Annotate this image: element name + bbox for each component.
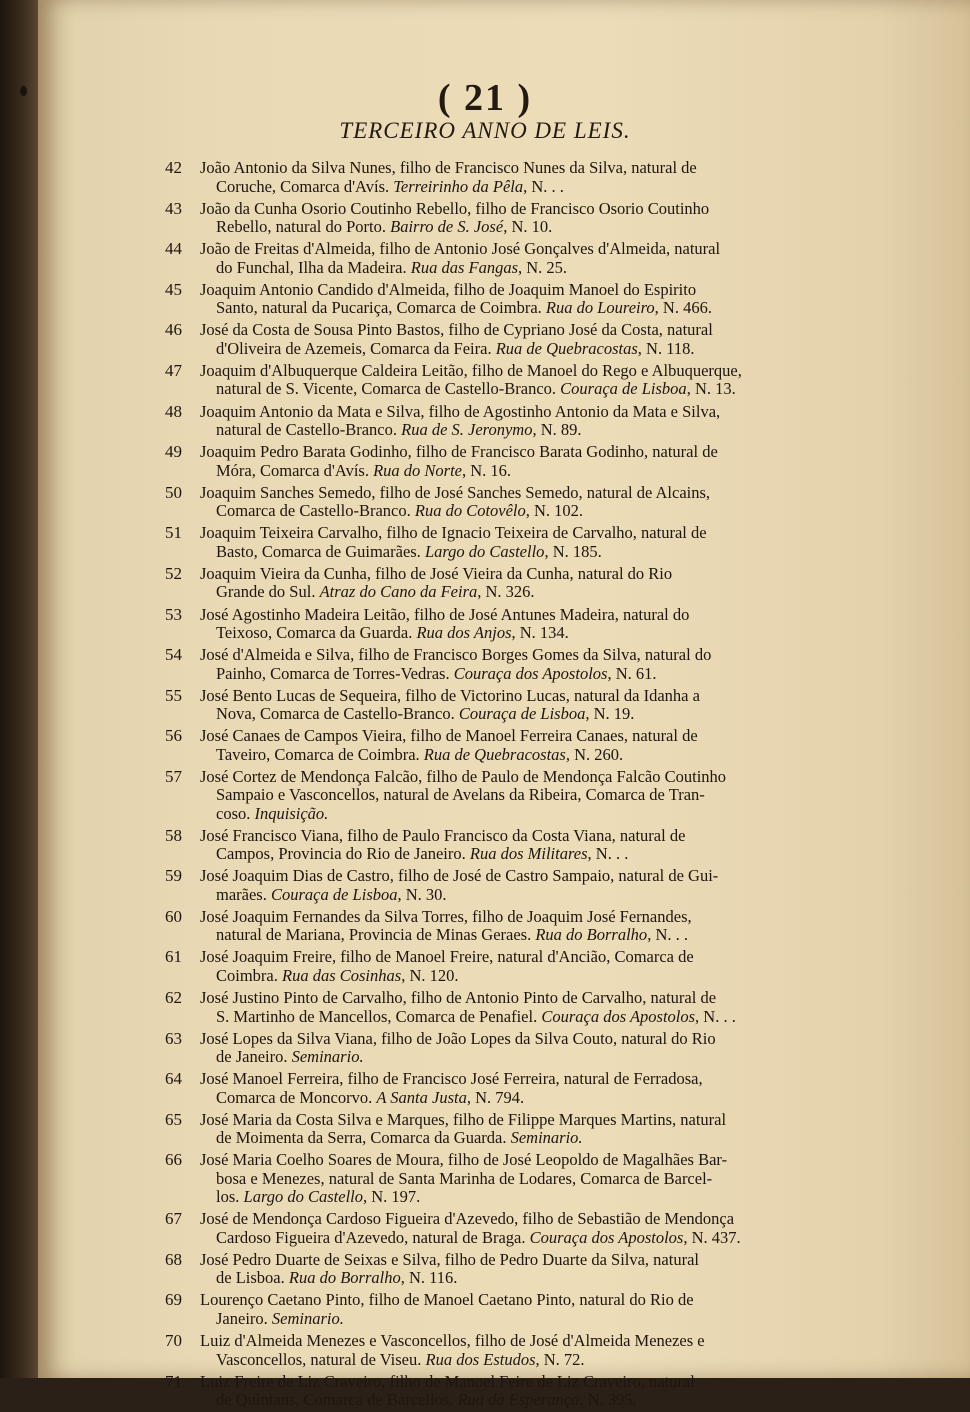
entry-text: S. Martinho de Mancellos, Comarca de Penafiel.	[216, 1006, 542, 1026]
entry-text: , N. 466.	[654, 298, 712, 318]
entry-text: José Joaquim Dias de Castro, filho de José de Castro Sampaio, natural de Gui-	[200, 866, 719, 886]
register-entry	[0, 158, 970, 199]
register-entry	[0, 907, 970, 948]
entry-text: José Maria Coelho Soares de Moura, filho de José Leopoldo de Magalhães Bar-	[200, 1150, 728, 1170]
entry-line	[216, 298, 712, 317]
entry-text: Campos, Provincia do Rio de Janeiro.	[216, 844, 470, 864]
register-entry	[0, 767, 970, 826]
entry-line	[200, 442, 718, 461]
entry-line	[216, 804, 328, 823]
address-text: A Santa Justa	[376, 1087, 467, 1107]
address-text: Rua do Loureiro	[545, 298, 655, 318]
entry-number: 51	[165, 523, 182, 543]
entry-line	[200, 826, 685, 845]
address-text: Rua dos Anjos	[416, 623, 512, 643]
register-entry	[0, 199, 970, 240]
entry-text: , N. 118.	[637, 338, 695, 358]
entry-text: marães.	[216, 884, 271, 904]
address-text: Rua das Fangas	[410, 257, 518, 277]
entry-text: natural de Castello-Branco.	[216, 420, 402, 440]
entry-text: Lourenço Caetano Pinto, filho de Manoel Caetano Pinto, natural do Rio de	[200, 1290, 694, 1310]
entry-number: 45	[165, 279, 182, 299]
entry-line	[200, 767, 726, 786]
register-entry	[0, 726, 970, 767]
entry-number: 64	[165, 1069, 182, 1089]
entry-line	[216, 1228, 741, 1247]
register-entry	[0, 1029, 970, 1070]
entry-number: 55	[165, 685, 182, 705]
entry-line	[216, 420, 582, 439]
entry-line	[216, 177, 564, 196]
address-text: Seminario.	[291, 1047, 364, 1067]
address-text: Largo do Castello	[243, 1187, 364, 1207]
entry-line	[200, 726, 698, 745]
entry-number: 43	[165, 198, 182, 218]
entry-text: José Joaquim Freire, filho de Manoel Freire, natural d'Ancião, Comarca de	[200, 947, 694, 967]
entry-number: 49	[165, 442, 182, 462]
entry-text: , N. 794.	[466, 1087, 525, 1107]
address-text: Bairro de S. José	[390, 217, 504, 237]
entry-text: , N. 260.	[565, 744, 624, 764]
entry-text: Janeiro.	[216, 1308, 272, 1328]
address-text: Seminario.	[510, 1128, 583, 1148]
entry-line	[216, 1390, 637, 1409]
entry-text: natural de S. Vicente, Comarca de Castello-Branco.	[216, 379, 561, 399]
entry-line	[200, 564, 672, 583]
entry-number: 53	[165, 604, 182, 624]
entry-text: de Janeiro.	[216, 1047, 292, 1067]
register-entry	[0, 1331, 970, 1372]
register-entry	[0, 1209, 970, 1250]
entry-text: Santo, natural da Pucariça, Comarca de Coimbra.	[216, 298, 546, 318]
entry-number: 62	[165, 988, 182, 1008]
address-text: Inquisição.	[254, 803, 329, 823]
entry-line	[200, 1029, 716, 1048]
address-text: Rua dos Estudos	[425, 1349, 536, 1369]
entry-line	[216, 844, 628, 863]
entry-number: 56	[165, 726, 182, 746]
address-text: Rua do Cotovêlo	[414, 501, 526, 521]
entry-text: Taveiro, Comarca de Coimbra.	[216, 744, 424, 764]
entry-line	[216, 217, 552, 236]
entry-text: José d'Almeida e Silva, filho de Francisco Borges Gomes da Silva, natural do	[200, 645, 712, 665]
register-entry	[0, 239, 970, 280]
address-text: Terreirinho da Pêla	[393, 176, 524, 196]
entry-text: , N. 72.	[535, 1349, 585, 1369]
entry-text: Joaquim Teixeira Carvalho, filho de Ignacio Teixeira de Carvalho, natural de	[200, 523, 707, 543]
entry-text: , N. . .	[647, 925, 688, 945]
entry-text: d'Oliveira de Azemeis, Comarca da Feira.	[216, 338, 496, 358]
entry-text: Teixoso, Comarca da Guarda.	[216, 623, 417, 643]
address-text: Couraça dos Apostolos	[529, 1227, 684, 1247]
entry-text: , N. 197.	[363, 1187, 421, 1207]
entry-text: de Moimenta da Serra, Comarca da Guarda.	[216, 1128, 511, 1148]
entry-text: , N. 395.	[579, 1390, 637, 1410]
entry-text: , N. . .	[523, 176, 564, 196]
entry-line	[200, 1209, 734, 1228]
entry-line	[200, 1331, 705, 1350]
entry-line	[200, 1069, 703, 1088]
register-entry	[0, 523, 970, 564]
register-entry	[0, 1110, 970, 1151]
entry-line	[216, 664, 657, 683]
entry-text: Coruche, Comarca d'Avís.	[216, 176, 394, 196]
entry-number: 58	[165, 825, 182, 845]
entry-text: , N. . .	[587, 844, 629, 864]
entry-number: 46	[165, 320, 182, 340]
entry-line	[200, 320, 713, 339]
register-entry	[0, 1290, 970, 1331]
entry-line	[200, 402, 720, 421]
entry-line	[216, 704, 634, 723]
entry-number: 63	[165, 1028, 182, 1048]
entry-line	[200, 686, 700, 705]
entry-text: Vasconcellos, natural de Viseu.	[216, 1349, 426, 1369]
entry-text: Joaquim d'Albuquerque Caldeira Leitão, filho de Manoel do Rego e Albuquerque,	[200, 360, 742, 380]
entry-line	[216, 1169, 712, 1188]
entry-text: João Antonio da Silva Nunes, filho de Francisco Nunes da Silva, natural de	[200, 158, 697, 177]
entry-text: José da Costa de Sousa Pinto Bastos, filho de Cypriano José da Costa, natural	[200, 320, 713, 340]
entry-line	[216, 542, 602, 561]
entry-number: 52	[165, 563, 182, 583]
entry-text: Painho, Comarca de Torres-Vedras.	[216, 663, 454, 683]
entry-text: Joaquim Antonio da Mata e Silva, filho de Agostinho Antonio da Mata e Silva,	[200, 401, 721, 421]
entry-line	[216, 258, 567, 277]
entry-line	[200, 483, 710, 502]
register-entry	[0, 1250, 970, 1291]
entry-text: , N. 10.	[503, 217, 553, 237]
address-text: Rua do Borralho	[288, 1268, 401, 1288]
entry-text: Luiz Freire de Liz Craveiro, filho de Manoel Feire de Liz Craveiro, natural	[200, 1371, 695, 1391]
entry-line	[200, 280, 696, 299]
entry-text: Comarca de Moncorvo.	[216, 1087, 377, 1107]
address-text: Rua das Cosinhas	[282, 965, 402, 985]
address-text: Rua de Quebracostas	[495, 338, 638, 358]
entry-text: José Justino Pinto de Carvalho, filho de Antonio Pinto de Carvalho, natural de	[200, 988, 717, 1008]
entry-number: 44	[165, 239, 182, 259]
address-text: Couraça de Lisboa	[270, 884, 398, 904]
entry-line	[200, 1110, 726, 1129]
entry-text: José Lopes da Silva Viana, filho de João Lopes da Silva Couto, natural do Rio	[200, 1028, 716, 1048]
entry-text: , N. 116.	[400, 1268, 458, 1288]
entry-text: José de Mendonça Cardoso Figueira d'Azevedo, filho de Sebastião de Mendonça	[200, 1209, 735, 1229]
entry-text: Basto, Comarca de Guimarães.	[216, 541, 425, 561]
entry-line	[200, 361, 742, 380]
register-entry	[0, 1150, 970, 1209]
entry-number: 54	[165, 645, 182, 665]
entry-line	[200, 645, 711, 664]
entry-line	[200, 1290, 694, 1309]
entry-line	[200, 988, 716, 1007]
entry-line	[200, 1150, 727, 1169]
address-text: Atraz do Cano da Feira	[319, 582, 478, 602]
page-number: ( 21 )	[437, 77, 533, 119]
entry-text: , N. 437.	[683, 1227, 741, 1247]
entry-text: Joaquim Pedro Barata Godinho, filho de Francisco Barata Godinho, natural de	[200, 442, 718, 462]
entry-text: José Francisco Viana, filho de Paulo Francisco da Costa Viana, natural de	[200, 825, 686, 845]
entry-text: , N. 19.	[585, 704, 635, 724]
address-text: Seminario.	[271, 1308, 344, 1328]
address-text: Couraça dos Apostolos	[541, 1006, 696, 1026]
register-entry	[0, 988, 970, 1029]
register-entry	[0, 686, 970, 727]
entry-number: 60	[165, 906, 182, 926]
entry-line	[216, 582, 535, 601]
entry-line	[216, 885, 447, 904]
entry-number: 57	[165, 766, 182, 786]
register-entry	[0, 564, 970, 605]
address-text: Largo do Castello	[424, 541, 545, 561]
entry-text: Grande do Sul.	[216, 582, 320, 602]
register-entry	[0, 866, 970, 907]
entry-text: , N. 89.	[532, 420, 582, 440]
entry-text: Rebello, natural do Porto.	[216, 217, 391, 237]
entry-text: Comarca de Castello-Branco.	[216, 501, 415, 521]
entry-number: 71	[165, 1371, 182, 1391]
entry-line	[216, 785, 705, 804]
entry-text: José Agostinho Madeira Leitão, filho de José Antunes Madeira, natural do	[200, 604, 690, 624]
entry-number: 48	[165, 401, 182, 421]
register-entry	[0, 645, 970, 686]
entry-line	[216, 925, 688, 944]
entry-text: José Manoel Ferreira, filho de Francisco José Ferreira, natural de Ferradosa,	[200, 1069, 703, 1089]
entry-number: 42	[165, 158, 182, 177]
register-entry	[0, 947, 970, 988]
page-heading: TERCEIRO ANNO DE LEIS.	[339, 118, 631, 143]
entry-line	[200, 1372, 695, 1391]
entry-number: 70	[165, 1331, 182, 1351]
entry-line	[200, 199, 709, 218]
entry-text: natural de Mariana, Provincia de Minas Geraes.	[216, 925, 536, 945]
entry-number: 69	[165, 1290, 182, 1310]
entry-line	[200, 605, 689, 624]
entry-text: Sampaio e Vasconcellos, natural de Avelans da Ribeira, Comarca de Tran-	[216, 785, 705, 805]
entry-text: , N. . .	[695, 1006, 736, 1026]
address-text: Couraça de Lisboa	[560, 379, 687, 399]
entry-line	[216, 1088, 524, 1107]
entry-text: João de Freitas d'Almeida, filho de Antonio José Gonçalves d'Almeida, natural	[200, 239, 721, 259]
entry-number: 65	[165, 1109, 182, 1129]
entry-text: José Joaquim Fernandes da Silva Torres, filho de Joaquim José Fernandes,	[200, 906, 692, 926]
entry-line	[216, 1007, 736, 1026]
address-text: Rua da Esperança	[457, 1390, 580, 1410]
entry-line	[216, 501, 583, 520]
address-text: Rua dos Militares	[469, 844, 588, 864]
entry-text: José Canaes de Campos Vieira, filho de Manoel Ferreira Canaes, natural de	[200, 726, 698, 746]
entry-text: Joaquim Sanches Semedo, filho de José Sanches Semedo, natural de Alcains,	[200, 482, 711, 502]
entry-text: Luiz d'Almeida Menezes e Vasconcellos, filho de José d'Almeida Menezes e	[200, 1331, 705, 1351]
register-entry	[0, 320, 970, 361]
entry-text: Joaquim Vieira da Cunha, filho de José Vieira da Cunha, natural do Rio	[200, 563, 673, 583]
entry-line	[200, 239, 720, 258]
entry-text: Móra, Comarca d'Avís.	[216, 460, 374, 480]
address-text: Rua de S. Jeronymo	[401, 420, 533, 440]
entry-number: 61	[165, 947, 182, 967]
register-entry	[0, 361, 970, 402]
entry-line	[216, 1350, 585, 1369]
entry-line	[216, 1268, 457, 1287]
entry-line	[216, 623, 569, 642]
entry-text: José Bento Lucas de Sequeira, filho de Victorino Lucas, natural da Idanha a	[200, 685, 700, 705]
address-text: Couraça de Lisboa	[458, 704, 586, 724]
register-entry	[0, 280, 970, 321]
entry-line	[216, 745, 623, 764]
entry-text: , N. 13.	[686, 379, 736, 399]
entry-text: , N. 326.	[477, 582, 535, 602]
entry-line	[216, 339, 694, 358]
entry-line	[200, 947, 694, 966]
entry-line	[200, 1250, 699, 1269]
register-entry	[0, 483, 970, 524]
entry-line	[200, 866, 718, 885]
entry-text: , N. 102.	[525, 501, 584, 521]
entry-text: José Pedro Duarte de Seixas e Silva, filho de Pedro Duarte da Silva, natural	[200, 1249, 699, 1269]
entry-text: de Lisboa.	[216, 1268, 289, 1288]
entry-text: Joaquim Antonio Candido d'Almeida, filho de Joaquim Manoel do Espirito	[200, 279, 697, 299]
entry-text: João da Cunha Osorio Coutinho Rebello, filho de Francisco Osorio Coutinho	[200, 198, 710, 218]
entry-text: bosa e Menezes, natural de Santa Marinha de Lodares, Comarca de Barcel-	[216, 1168, 713, 1188]
entry-text: Cardoso Figueira d'Azevedo, natural de Braga.	[216, 1227, 530, 1247]
entry-line	[200, 907, 692, 926]
entry-list	[0, 158, 970, 1412]
entry-text: José Cortez de Mendonça Falcão, filho de Paulo de Mendonça Falcão Coutinho	[200, 766, 727, 786]
address-text: Couraça dos Apostolos	[453, 663, 608, 683]
entry-text: , N. 61.	[607, 663, 657, 683]
entry-number: 66	[165, 1150, 182, 1170]
entry-text: José Maria da Costa Silva e Marques, filho de Filippe Marques Martins, natural	[200, 1109, 727, 1129]
entry-line	[216, 1128, 583, 1147]
entry-number: 67	[165, 1209, 182, 1229]
entry-text: de Quintans, Comarca de Barcellos.	[216, 1390, 458, 1410]
address-text: Rua de Quebracostas	[423, 744, 566, 764]
entry-line	[200, 158, 697, 177]
entry-text: , N. 25.	[517, 257, 568, 277]
entry-text: Coimbra.	[216, 965, 282, 985]
address-text: Rua do Borralho	[535, 925, 648, 945]
register-entry	[0, 442, 970, 483]
register-entry	[0, 826, 970, 867]
entry-number: 50	[165, 482, 182, 502]
entry-text: los.	[216, 1187, 244, 1207]
register-entry	[0, 402, 970, 443]
entry-number: 68	[165, 1249, 182, 1269]
entry-text: , N. 120.	[401, 965, 459, 985]
entry-text: , N. 134.	[511, 623, 569, 643]
register-entry	[0, 605, 970, 646]
entry-text: do Funchal, Ilha da Madeira.	[216, 257, 411, 277]
entry-line	[216, 1187, 420, 1206]
entry-number: 47	[165, 360, 182, 380]
address-text: Rua do Norte	[373, 460, 463, 480]
entry-line	[216, 1309, 344, 1328]
entry-number: 59	[165, 866, 182, 886]
entry-text: , N. 16.	[462, 460, 512, 480]
entry-line	[216, 966, 458, 985]
entry-line	[216, 1047, 364, 1066]
entry-text: , N. 30.	[397, 884, 447, 904]
entry-text: coso.	[216, 803, 255, 823]
register-entry	[0, 1069, 970, 1110]
entry-line	[216, 461, 511, 480]
entry-line	[216, 379, 736, 398]
entry-text: , N. 185.	[544, 541, 602, 561]
entry-text: Nova, Comarca de Castello-Branco.	[216, 704, 459, 724]
entry-line	[200, 523, 707, 542]
